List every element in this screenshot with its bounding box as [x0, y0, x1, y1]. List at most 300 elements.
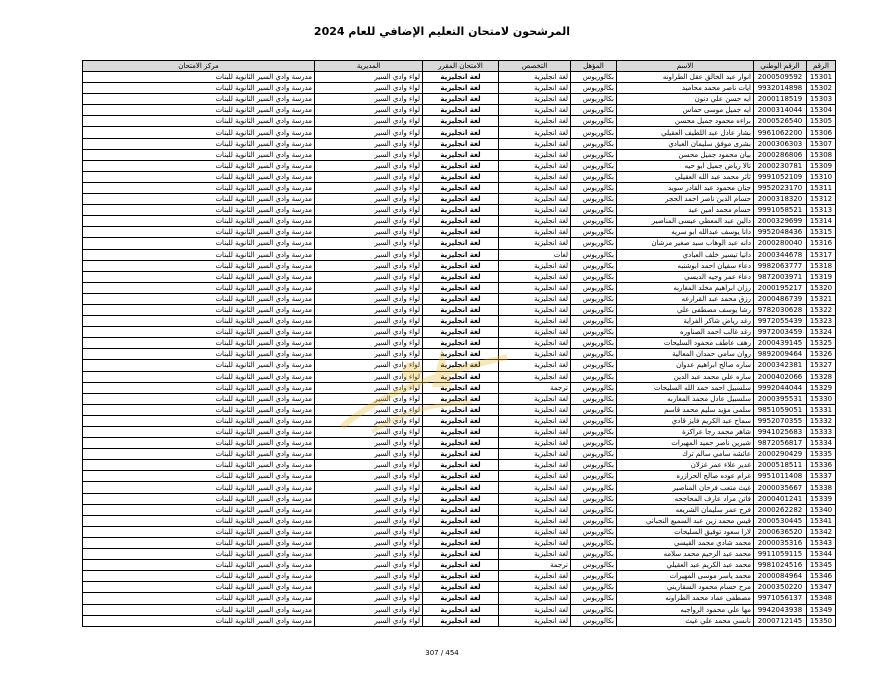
cell-directorate: لواء وادي السير [315, 83, 423, 94]
cell-specialization: لغة انجليزية [499, 493, 571, 504]
cell-national-id: 2000262282 [754, 504, 807, 515]
cell-specialization: لغة انجليزية [499, 182, 571, 193]
cell-specialization: لغة انجليزية [499, 593, 571, 604]
cell-exam: لغة انجليزية [423, 138, 499, 149]
cell-specialization: لغة انجليزية [499, 194, 571, 205]
cell-exam: لغة انجليزية [423, 72, 499, 83]
cell-name: دانيا تيسير خلف العبادي [617, 249, 754, 260]
header-exam: الامتحان المقرر [423, 61, 499, 72]
cell-directorate: لواء وادي السير [315, 127, 423, 138]
cell-exam: لغة انجليزية [423, 227, 499, 238]
cell-number: 15317 [807, 249, 836, 260]
cell-qualification: بكالوريوس [571, 171, 617, 182]
table-row [83, 316, 836, 327]
cell-qualification: بكالوريوس [571, 304, 617, 315]
cell-exam: لغة انجليزية [423, 293, 499, 304]
cell-qualification: بكالوريوس [571, 493, 617, 504]
cell-directorate: لواء وادي السير [315, 216, 423, 227]
cell-qualification: بكالوريوس [571, 116, 617, 127]
cell-qualification: بكالوريوس [571, 404, 617, 415]
cell-number: 15350 [807, 615, 836, 626]
cell-exam-center: مدرسة وادي السير الثانوية للبنات [83, 116, 315, 127]
cell-directorate: لواء وادي السير [315, 560, 423, 571]
header-number: الرقم [807, 61, 836, 72]
cell-exam-center: مدرسة وادي السير الثانوية للبنات [83, 338, 315, 349]
cell-name: رزان ابراهيم مخلد المغاربه [617, 282, 754, 293]
cell-number: 15337 [807, 471, 836, 482]
cell-number: 15303 [807, 94, 836, 105]
cell-specialization: لغة انجليزية [499, 438, 571, 449]
cell-name: دالين عبد المعطي عيسى المناصير [617, 216, 754, 227]
table-row [83, 449, 836, 460]
cell-national-id: 9952023170 [754, 182, 807, 193]
cell-specialization: لغة انجليزية [499, 482, 571, 493]
cell-national-id: 2000530445 [754, 515, 807, 526]
cell-exam: لغة انجليزية [423, 526, 499, 537]
cell-qualification: بكالوريوس [571, 560, 617, 571]
cell-exam-center: مدرسة وادي السير الثانوية للبنات [83, 537, 315, 548]
cell-exam-center: مدرسة وادي السير الثانوية للبنات [83, 382, 315, 393]
cell-directorate: لواء وادي السير [315, 227, 423, 238]
cell-exam-center: مدرسة وادي السير الثانوية للبنات [83, 349, 315, 360]
table-body [83, 72, 836, 627]
table-row [83, 593, 836, 604]
cell-directorate: لواء وادي السير [315, 282, 423, 293]
cell-qualification: بكالوريوس [571, 249, 617, 260]
cell-national-id: 2000518511 [754, 460, 807, 471]
cell-national-id: 2000509592 [754, 72, 807, 83]
cell-qualification: بكالوريوس [571, 515, 617, 526]
table-row [83, 83, 836, 94]
cell-number: 15335 [807, 449, 836, 460]
table-row [83, 260, 836, 271]
cell-exam-center: مدرسة وادي السير الثانوية للبنات [83, 83, 315, 94]
cell-exam: لغة انجليزية [423, 149, 499, 160]
cell-name: بشرى موفق سليمان العبادي [617, 138, 754, 149]
header-qualification: المؤهل [571, 61, 617, 72]
cell-exam-center: مدرسة وادي السير الثانوية للبنات [83, 393, 315, 404]
table-row [83, 504, 836, 515]
cell-specialization: لغة انجليزية [499, 582, 571, 593]
cell-exam: لغة انجليزية [423, 182, 499, 193]
cell-number: 15333 [807, 427, 836, 438]
cell-name: شيرين ناصر حميد المهيرات [617, 438, 754, 449]
cell-directorate: لواء وادي السير [315, 360, 423, 371]
cell-directorate: لواء وادي السير [315, 238, 423, 249]
cell-specialization: لغة انجليزية [499, 537, 571, 548]
cell-exam: لغة انجليزية [423, 471, 499, 482]
cell-directorate: لواء وادي السير [315, 549, 423, 560]
cell-national-id: 9951011408 [754, 471, 807, 482]
cell-specialization: لغات [499, 249, 571, 260]
cell-exam: لغة انجليزية [423, 493, 499, 504]
cell-exam: لغة انجليزية [423, 349, 499, 360]
cell-name: عائشه سامي سالم ترك [617, 449, 754, 460]
table-row [83, 349, 836, 360]
table-row [83, 560, 836, 571]
cell-national-id: 9992044044 [754, 382, 807, 393]
table-row [83, 72, 836, 83]
cell-national-id: 9972055439 [754, 316, 807, 327]
table-row [83, 615, 836, 626]
table-row [83, 338, 836, 349]
cell-specialization: لغة انجليزية [499, 227, 571, 238]
cell-directorate: لواء وادي السير [315, 94, 423, 105]
cell-number: 15321 [807, 293, 836, 304]
cell-specialization: لغة انجليزية [499, 549, 571, 560]
cell-number: 15307 [807, 138, 836, 149]
table-row [83, 404, 836, 415]
cell-number: 15339 [807, 493, 836, 504]
header-national-id: الرقم الوطني [754, 61, 807, 72]
cell-directorate: لواء وادي السير [315, 571, 423, 582]
cell-exam: لغة انجليزية [423, 304, 499, 315]
cell-specialization: لغة انجليزية [499, 282, 571, 293]
table-row [83, 149, 836, 160]
cell-national-id: 2000290429 [754, 449, 807, 460]
cell-exam-center: مدرسة وادي السير الثانوية للبنات [83, 493, 315, 504]
cell-specialization: لغة انجليزية [499, 404, 571, 415]
cell-specialization: لغة انجليزية [499, 515, 571, 526]
cell-specialization: لغة انجليزية [499, 304, 571, 315]
cell-exam: لغة انجليزية [423, 249, 499, 260]
table-row [83, 271, 836, 282]
cell-qualification: بكالوريوس [571, 549, 617, 560]
cell-number: 15319 [807, 271, 836, 282]
cell-specialization: لغة انجليزية [499, 116, 571, 127]
cell-specialization: لغة انجليزية [499, 205, 571, 216]
cell-national-id: 9982063777 [754, 260, 807, 271]
cell-name: بيان محمود جميل محسن [617, 149, 754, 160]
cell-national-id: 9872003971 [754, 271, 807, 282]
cell-name: لارا سعود توفيق السليحات [617, 526, 754, 537]
cell-specialization: لغة انجليزية [499, 171, 571, 182]
cell-directorate: لواء وادي السير [315, 316, 423, 327]
cell-directorate: لواء وادي السير [315, 537, 423, 548]
cell-number: 15327 [807, 360, 836, 371]
table-row [83, 105, 836, 116]
cell-qualification: بكالوريوس [571, 72, 617, 83]
cell-qualification: بكالوريوس [571, 105, 617, 116]
table-row [83, 471, 836, 482]
cell-directorate: لواء وادي السير [315, 160, 423, 171]
cell-qualification: بكالوريوس [571, 360, 617, 371]
cell-number: 15348 [807, 593, 836, 604]
cell-national-id: 9892009464 [754, 349, 807, 360]
cell-directorate: لواء وادي السير [315, 593, 423, 604]
cell-national-id: 2000318320 [754, 194, 807, 205]
table-row [83, 249, 836, 260]
cell-national-id: 2000486739 [754, 293, 807, 304]
cell-exam: لغة انجليزية [423, 460, 499, 471]
cell-specialization: لغة انجليزية [499, 271, 571, 282]
cell-directorate: لواء وادي السير [315, 393, 423, 404]
cell-directorate: لواء وادي السير [315, 438, 423, 449]
cell-national-id: 2000439145 [754, 338, 807, 349]
cell-qualification: بكالوريوس [571, 149, 617, 160]
cell-exam: لغة انجليزية [423, 504, 499, 515]
cell-exam-center: مدرسة وادي السير الثانوية للبنات [83, 249, 315, 260]
cell-national-id: 2000118519 [754, 94, 807, 105]
cell-exam-center: مدرسة وادي السير الثانوية للبنات [83, 460, 315, 471]
cell-exam-center: مدرسة وادي السير الثانوية للبنات [83, 449, 315, 460]
cell-number: 15343 [807, 537, 836, 548]
cell-directorate: لواء وادي السير [315, 338, 423, 349]
cell-national-id: 2000195217 [754, 282, 807, 293]
candidates-table [82, 60, 836, 627]
cell-name: محمد شادي محمد القيسي [617, 537, 754, 548]
cell-national-id: 2000344678 [754, 249, 807, 260]
cell-exam-center: مدرسة وادي السير الثانوية للبنات [83, 72, 315, 83]
cell-directorate: لواء وادي السير [315, 504, 423, 515]
table-row [83, 604, 836, 615]
cell-exam-center: مدرسة وادي السير الثانوية للبنات [83, 271, 315, 282]
cell-exam-center: مدرسة وادي السير الثانوية للبنات [83, 282, 315, 293]
cell-exam: لغة انجليزية [423, 393, 499, 404]
table-row [83, 127, 836, 138]
cell-qualification: بكالوريوس [571, 338, 617, 349]
page-number: 307 / 454 [425, 649, 459, 657]
cell-number: 15347 [807, 582, 836, 593]
cell-exam-center: مدرسة وادي السير الثانوية للبنات [83, 227, 315, 238]
cell-name: غيث متعب فرحان المناصير [617, 482, 754, 493]
cell-number: 15344 [807, 549, 836, 560]
cell-specialization: لغة انجليزية [499, 371, 571, 382]
cell-qualification: بكالوريوس [571, 227, 617, 238]
cell-exam-center: مدرسة وادي السير الثانوية للبنات [83, 571, 315, 582]
table-row [83, 393, 836, 404]
cell-national-id: 9972003459 [754, 327, 807, 338]
cell-exam: لغة انجليزية [423, 327, 499, 338]
cell-specialization: لغة انجليزية [499, 149, 571, 160]
cell-name: رغد رياض شاكر الفراية [617, 316, 754, 327]
cell-directorate: لواء وادي السير [315, 404, 423, 415]
cell-national-id: 9941025683 [754, 427, 807, 438]
cell-exam-center: مدرسة وادي السير الثانوية للبنات [83, 593, 315, 604]
cell-specialization: لغة انجليزية [499, 127, 571, 138]
table-row [83, 94, 836, 105]
cell-name: رهف عاطف محمود السليحات [617, 338, 754, 349]
cell-exam-center: مدرسة وادي السير الثانوية للبنات [83, 404, 315, 415]
table-row [83, 205, 836, 216]
table-row [83, 304, 836, 315]
table-row [83, 515, 836, 526]
cell-directorate: لواء وادي السير [315, 293, 423, 304]
cell-exam-center: مدرسة وادي السير الثانوية للبنات [83, 427, 315, 438]
cell-specialization: لغة انجليزية [499, 471, 571, 482]
table-row [83, 293, 836, 304]
cell-exam: لغة انجليزية [423, 216, 499, 227]
header-specialization: التخصص [499, 61, 571, 72]
cell-name: دانه عبد الوهاب سيد صغير مرشان [617, 238, 754, 249]
cell-exam: لغة انجليزية [423, 205, 499, 216]
cell-name: مرح حسام محمود السقاريني [617, 582, 754, 593]
cell-qualification: بكالوريوس [571, 138, 617, 149]
table-row [83, 549, 836, 560]
cell-exam: لغة انجليزية [423, 537, 499, 548]
cell-national-id: 9991058521 [754, 205, 807, 216]
cell-exam: لغة انجليزية [423, 404, 499, 415]
table-row [83, 194, 836, 205]
table-row [83, 327, 836, 338]
cell-exam-center: مدرسة وادي السير الثانوية للبنات [83, 171, 315, 182]
cell-specialization: لغة انجليزية [499, 160, 571, 171]
cell-number: 15322 [807, 304, 836, 315]
cell-exam-center: مدرسة وادي السير الثانوية للبنات [83, 205, 315, 216]
cell-name: دعاء سفيان احمد ابوشنبه [617, 260, 754, 271]
cell-directorate: لواء وادي السير [315, 449, 423, 460]
table-row [83, 571, 836, 582]
cell-specialization: لغة انجليزية [499, 427, 571, 438]
cell-name: مصطفى عماد محمد الطراونه [617, 593, 754, 604]
cell-name: ثائر محمد عبد الله العقيلي [617, 171, 754, 182]
cell-number: 15302 [807, 83, 836, 94]
cell-national-id: 2000329699 [754, 216, 807, 227]
cell-qualification: بكالوريوس [571, 471, 617, 482]
cell-qualification: بكالوريوس [571, 293, 617, 304]
cell-exam: لغة انجليزية [423, 593, 499, 604]
cell-specialization: لغة انجليزية [499, 615, 571, 626]
cell-specialization: لغة انجليزية [499, 72, 571, 83]
cell-qualification: بكالوريوس [571, 238, 617, 249]
cell-exam-center: مدرسة وادي السير الثانوية للبنات [83, 582, 315, 593]
cell-specialization: لغة انجليزية [499, 504, 571, 515]
cell-qualification: بكالوريوس [571, 349, 617, 360]
cell-directorate: لواء وادي السير [315, 249, 423, 260]
cell-qualification: بكالوريوس [571, 316, 617, 327]
cell-qualification: بكالوريوس [571, 415, 617, 426]
cell-name: دعاء عمر وجيه الديسي [617, 271, 754, 282]
cell-qualification: بكالوريوس [571, 182, 617, 193]
cell-qualification: بكالوريوس [571, 537, 617, 548]
table-row [83, 493, 836, 504]
cell-name: ايه جميل موسى حماس [617, 105, 754, 116]
cell-name: سلسبيل عادل محمد المغاربه [617, 393, 754, 404]
table-header-row [83, 61, 836, 72]
cell-number: 15345 [807, 560, 836, 571]
cell-qualification: بكالوريوس [571, 571, 617, 582]
cell-directorate: لواء وادي السير [315, 194, 423, 205]
cell-number: 15342 [807, 526, 836, 537]
cell-specialization: لغة انجليزية [499, 393, 571, 404]
table-row [83, 427, 836, 438]
cell-exam: لغة انجليزية [423, 515, 499, 526]
cell-directorate: لواء وادي السير [315, 304, 423, 315]
cell-number: 15304 [807, 105, 836, 116]
cell-number: 15306 [807, 127, 836, 138]
cell-national-id: 9981024516 [754, 560, 807, 571]
cell-exam-center: مدرسة وادي السير الثانوية للبنات [83, 316, 315, 327]
cell-number: 15305 [807, 116, 836, 127]
cell-number: 15318 [807, 260, 836, 271]
table-row [83, 282, 836, 293]
cell-qualification: بكالوريوس [571, 393, 617, 404]
cell-national-id: 2000230781 [754, 160, 807, 171]
cell-directorate: لواء وادي السير [315, 482, 423, 493]
cell-number: 15338 [807, 482, 836, 493]
cell-number: 15336 [807, 460, 836, 471]
cell-qualification: بكالوريوس [571, 271, 617, 282]
table-row [83, 438, 836, 449]
cell-specialization: لغة انجليزية [499, 94, 571, 105]
cell-number: 15324 [807, 327, 836, 338]
cell-directorate: لواء وادي السير [315, 260, 423, 271]
cell-name: سماح عبد الكريم فايز قادي [617, 415, 754, 426]
table-row [83, 238, 836, 249]
cell-national-id: 2000286806 [754, 149, 807, 160]
cell-national-id: 9961062200 [754, 127, 807, 138]
cell-exam: لغة انجليزية [423, 171, 499, 182]
cell-number: 15329 [807, 382, 836, 393]
table-row [83, 371, 836, 382]
cell-exam: لغة انجليزية [423, 282, 499, 293]
cell-national-id: 2000636520 [754, 526, 807, 537]
cell-qualification: بكالوريوس [571, 83, 617, 94]
cell-number: 15309 [807, 160, 836, 171]
cell-number: 15310 [807, 171, 836, 182]
cell-national-id: 2000035667 [754, 482, 807, 493]
cell-specialization: لغة انجليزية [499, 449, 571, 460]
cell-national-id: 9952048436 [754, 227, 807, 238]
cell-qualification: بكالوريوس [571, 327, 617, 338]
cell-directorate: لواء وادي السير [315, 205, 423, 216]
cell-exam-center: مدرسة وادي السير الثانوية للبنات [83, 360, 315, 371]
cell-qualification: بكالوريوس [571, 382, 617, 393]
cell-directorate: لواء وادي السير [315, 427, 423, 438]
cell-name: نانسي محمد علي غيث [617, 615, 754, 626]
cell-national-id: 9851059051 [754, 404, 807, 415]
cell-directorate: لواء وادي السير [315, 460, 423, 471]
cell-exam: لغة انجليزية [423, 549, 499, 560]
page-title: المرشحون لامتحان التعليم الإضافي للعام 2024 [313, 25, 571, 38]
cell-qualification: بكالوريوس [571, 615, 617, 626]
cell-directorate: لواء وادي السير [315, 116, 423, 127]
cell-exam: لغة انجليزية [423, 604, 499, 615]
cell-exam: لغة انجليزية [423, 582, 499, 593]
cell-exam-center: مدرسة وادي السير الثانوية للبنات [83, 604, 315, 615]
table-row [83, 182, 836, 193]
cell-exam: لغة انجليزية [423, 438, 499, 449]
cell-exam: لغة انجليزية [423, 160, 499, 171]
cell-qualification: بكالوريوس [571, 504, 617, 515]
cell-exam-center: مدرسة وادي السير الثانوية للبنات [83, 149, 315, 160]
cell-exam-center: مدرسة وادي السير الثانوية للبنات [83, 138, 315, 149]
cell-directorate: لواء وادي السير [315, 149, 423, 160]
cell-national-id: 2000526540 [754, 116, 807, 127]
cell-number: 15323 [807, 316, 836, 327]
cell-name: شاهر محمد رجا عراكزة [617, 427, 754, 438]
cell-exam-center: مدرسة وادي السير الثانوية للبنات [83, 304, 315, 315]
table-row [83, 526, 836, 537]
cell-specialization: لغة انجليزية [499, 360, 571, 371]
cell-qualification: بكالوريوس [571, 371, 617, 382]
cell-qualification: بكالوريوس [571, 604, 617, 615]
cell-exam-center: مدرسة وادي السير الثانوية للبنات [83, 260, 315, 271]
cell-name: محمد عبد الرحيم محمد سلامه [617, 549, 754, 560]
cell-name: روان سامي حمدان المعالية [617, 349, 754, 360]
cell-number: 15349 [807, 604, 836, 615]
cell-national-id: 2000712145 [754, 615, 807, 626]
cell-number: 15315 [807, 227, 836, 238]
cell-exam: لغة انجليزية [423, 382, 499, 393]
cell-name: رغد غالب احمد الصناوره [617, 327, 754, 338]
cell-national-id: 9782030628 [754, 304, 807, 315]
cell-name: حسام الدين ناصر احمد الحجر [617, 194, 754, 205]
cell-name: محمد ياسر موسى المهيرات [617, 571, 754, 582]
cell-directorate: لواء وادي السير [315, 382, 423, 393]
cell-name: فاتن مراد عارف المحاجحه [617, 493, 754, 504]
cell-directorate: لواء وادي السير [315, 604, 423, 615]
